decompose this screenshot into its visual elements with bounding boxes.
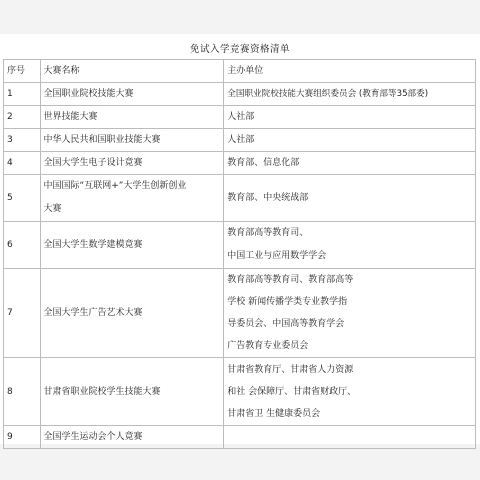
row-org-line: 中国工业与应用数学学会 xyxy=(227,251,327,261)
header-name: 大赛名称 xyxy=(40,60,224,83)
row-no: 2 xyxy=(4,106,41,129)
row-org-line: 和社 会保障厅、甘肃省财政厅、 xyxy=(227,386,357,397)
row-org-line: 甘肃省教育厅、甘肃省人力资源 xyxy=(227,364,354,375)
row-name: 世界技能大赛 xyxy=(40,106,224,129)
row-org-line: 导委员会、中国高等教育学会 xyxy=(227,319,345,329)
row-org-line: 教育部高等教育司、教育部高等 xyxy=(227,275,354,285)
table-header-row xyxy=(4,60,476,83)
row-no: 9 xyxy=(4,426,41,449)
row-org: 人社部 xyxy=(224,106,476,129)
row-org: 人社部 xyxy=(224,129,476,152)
row-org xyxy=(224,222,476,269)
row-org: 全国职业院校技能大赛组织委员会 (教育部等35部委) xyxy=(224,83,476,106)
table-row xyxy=(4,152,476,175)
row-org-line: 甘肃省卫 生健康委员会 xyxy=(227,408,321,419)
table-row xyxy=(4,83,476,106)
row-name xyxy=(40,175,224,222)
row-org-line: 广告教育专业委员会 xyxy=(227,341,309,351)
header-org: 主办单位 xyxy=(224,60,476,83)
row-name: 全国大学生广告艺术大赛 xyxy=(40,269,224,358)
table-row xyxy=(4,269,476,358)
row-no: 5 xyxy=(4,175,41,222)
row-org xyxy=(224,358,476,426)
row-org xyxy=(224,269,476,358)
row-org: 教育部、信息化部 xyxy=(224,152,476,175)
table-row xyxy=(4,175,476,222)
table-row xyxy=(4,222,476,269)
competition-table xyxy=(3,59,476,449)
row-name: 全国学生运动会个人竟赛 xyxy=(40,426,224,449)
row-name-line: 大赛 xyxy=(43,204,62,214)
header-no: 序号 xyxy=(4,60,41,83)
row-name: 全国职业院校技能大赛 xyxy=(40,83,224,106)
row-no: 6 xyxy=(4,222,41,269)
row-name: 中华人民共和国职业技能大赛 xyxy=(40,129,224,152)
row-org xyxy=(224,426,476,449)
table-row xyxy=(4,426,476,449)
row-name: 甘肃省职业院校学生技能大赛 xyxy=(40,358,224,426)
document-page xyxy=(0,34,480,444)
row-no: 3 xyxy=(4,129,41,152)
page-title: 免试入学竞赛资格清单 xyxy=(189,44,290,55)
row-no: 4 xyxy=(4,152,41,175)
row-no: 1 xyxy=(4,83,41,106)
table-row xyxy=(4,129,476,152)
table-row xyxy=(4,358,476,426)
row-org: 教育部、中央统战部 xyxy=(224,175,476,222)
row-no: 7 xyxy=(4,269,41,358)
row-org-line: 教育部高等教育司、 xyxy=(227,228,309,238)
row-name: 全国大学生电子设计竟赛 xyxy=(40,152,224,175)
row-no: 8 xyxy=(4,358,41,426)
row-name: 全国大学生数学建模竟赛 xyxy=(40,222,224,269)
row-name-line: 中国国际“互联网+”大学生创新创业 xyxy=(43,181,187,191)
row-org-line: 学校 新闻传播学类专业教学指 xyxy=(227,297,348,307)
table-row xyxy=(4,106,476,129)
